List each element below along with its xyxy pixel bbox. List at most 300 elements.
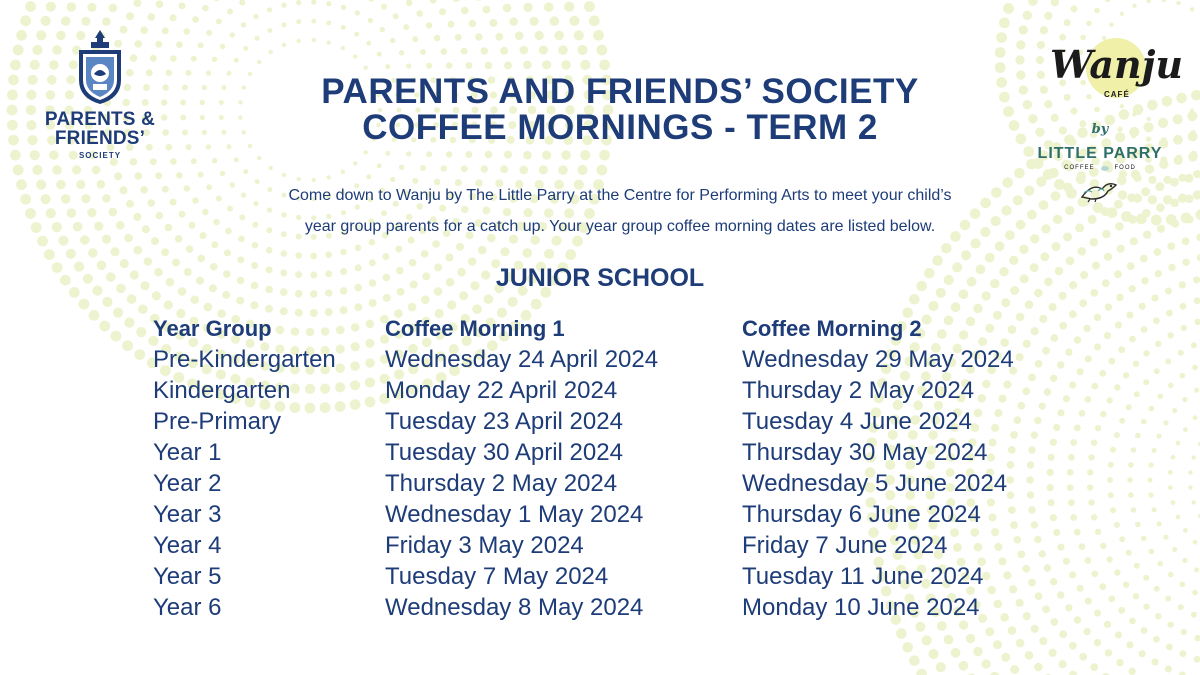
background-dot <box>161 248 169 256</box>
background-dot <box>1114 384 1120 390</box>
background-dot <box>380 27 385 32</box>
schedule-header-row <box>153 313 1042 344</box>
background-dot <box>1192 500 1196 504</box>
background-dot <box>542 60 551 69</box>
background-dot <box>1115 631 1122 638</box>
background-dot <box>120 186 128 194</box>
year-group-cell: Year 1 <box>153 439 222 466</box>
background-dot <box>1108 596 1115 603</box>
background-dot <box>993 640 1002 649</box>
coffee-morning-1-cell: Thursday 2 May 2024 <box>385 470 618 497</box>
background-dot <box>584 1 595 12</box>
background-dot <box>421 250 429 258</box>
background-dot <box>1077 368 1084 375</box>
background-dot <box>902 642 913 653</box>
background-dot <box>999 267 1008 276</box>
background-dot <box>212 57 217 62</box>
background-dot <box>340 287 348 295</box>
background-dot <box>227 8 233 14</box>
background-dot <box>116 284 126 294</box>
background-dot <box>1127 477 1133 483</box>
background-dot <box>990 279 999 288</box>
background-dot <box>1068 499 1075 506</box>
background-dot <box>385 151 390 156</box>
background-dot <box>1070 439 1077 446</box>
background-dot <box>1141 419 1147 425</box>
background-dot <box>243 46 248 51</box>
background-dot <box>1091 383 1098 390</box>
header-year-group: Year Group <box>153 316 272 341</box>
background-dot <box>72 165 81 174</box>
background-dot <box>1069 571 1076 578</box>
background-dot <box>354 284 362 292</box>
background-dot <box>311 253 318 260</box>
background-dot <box>257 60 261 64</box>
background-dot <box>558 45 568 55</box>
background-dot <box>355 264 362 271</box>
background-dot <box>915 622 925 632</box>
background-dot <box>211 241 218 248</box>
background-dot <box>420 165 426 171</box>
background-dot <box>97 261 107 271</box>
background-dot <box>574 30 584 40</box>
background-dot <box>1063 233 1072 242</box>
background-dot <box>1090 663 1098 671</box>
background-dot <box>1079 653 1087 661</box>
background-dot <box>184 28 191 35</box>
background-dot <box>1133 361 1139 367</box>
background-dot <box>542 151 551 160</box>
background-dot <box>426 63 432 69</box>
table-row <box>153 592 1042 623</box>
background-dot <box>253 14 258 19</box>
background-dot <box>399 165 404 170</box>
background-dot <box>213 0 220 1</box>
background-dot <box>1099 583 1106 590</box>
background-dot <box>192 16 199 23</box>
table-row <box>153 561 1042 592</box>
background-dot <box>7 90 18 101</box>
background-dot <box>310 290 318 298</box>
background-dot <box>959 661 969 671</box>
background-dot <box>381 4 387 10</box>
background-dot <box>269 50 273 54</box>
year-group-cell: Pre-Primary <box>153 408 282 435</box>
background-dot <box>25 1 36 12</box>
background-dot <box>1109 23 1113 27</box>
background-dot <box>148 13 156 21</box>
background-dot <box>395 246 402 253</box>
intro-line2: year group parents for a catch up. Your year group coffee morning dates are listed below. <box>304 218 936 235</box>
background-dot <box>507 297 517 307</box>
year-group-cell: Year 6 <box>153 594 222 621</box>
background-dot <box>58 236 68 246</box>
background-dot <box>1057 361 1064 368</box>
table-row <box>153 344 1042 375</box>
background-dot <box>251 262 258 269</box>
background-dot <box>377 52 382 57</box>
background-dot <box>1050 514 1057 521</box>
background-dot <box>92 166 101 175</box>
background-dot <box>406 0 413 6</box>
background-dot <box>190 295 199 304</box>
background-dot <box>1087 484 1093 490</box>
background-dot <box>16 179 27 190</box>
background-dot <box>295 252 302 259</box>
background-dot <box>995 62 1006 73</box>
background-dot <box>951 302 961 312</box>
background-dot <box>1091 514 1097 520</box>
background-dot <box>1162 0 1166 2</box>
background-dot <box>1019 85 1028 94</box>
background-dot <box>341 46 345 50</box>
background-dot <box>1067 469 1074 476</box>
background-dot <box>485 151 493 159</box>
background-dot <box>475 33 483 41</box>
background-dot <box>227 206 233 212</box>
by-label: by <box>1091 122 1109 137</box>
background-dot <box>1100 543 1106 549</box>
background-dot <box>1051 0 1059 6</box>
background-dot <box>1141 277 1148 284</box>
background-dot <box>1044 12 1052 20</box>
background-dot <box>1172 408 1177 413</box>
background-dot <box>1057 409 1064 416</box>
background-dot <box>266 266 273 273</box>
background-dot <box>1044 388 1051 395</box>
background-dot <box>80 235 90 245</box>
background-dot <box>1114 569 1120 575</box>
background-dot <box>1053 529 1060 536</box>
background-dot <box>170 199 177 206</box>
background-dot <box>1105 303 1112 310</box>
background-dot <box>523 61 532 70</box>
coffee-morning-2-cell: Wednesday 5 June 2024 <box>742 470 1008 497</box>
background-dot <box>1191 342 1197 348</box>
background-dot <box>1152 448 1157 453</box>
background-dot <box>1059 292 1067 300</box>
background-dot <box>928 301 938 311</box>
intro-line1: Come down to Wanju by The Little Parry at the Centre for Performing Arts to meet your child’s <box>288 187 952 204</box>
background-dot <box>176 41 183 48</box>
background-dot <box>295 271 302 278</box>
background-dot <box>426 22 433 29</box>
background-dot <box>434 35 441 42</box>
background-dot <box>32 165 42 175</box>
background-dot <box>478 246 487 255</box>
background-dot <box>1129 336 1136 343</box>
background-dot <box>1116 294 1123 301</box>
background-dot <box>1140 255 1148 263</box>
background-dot <box>1193 540 1198 545</box>
background-dot <box>1141 627 1148 634</box>
background-dot <box>134 349 145 360</box>
background-dot <box>184 268 192 276</box>
background-dot <box>1131 507 1137 513</box>
background-dot <box>175 235 183 243</box>
background-dot <box>354 303 362 311</box>
background-dot <box>237 256 244 263</box>
background-dot <box>134 246 143 255</box>
background-dot <box>973 647 982 656</box>
background-dot <box>936 662 946 672</box>
background-dot <box>382 253 389 260</box>
background-dot <box>155 172 162 179</box>
background-dot <box>995 47 1006 58</box>
background-dot <box>8 135 19 146</box>
background-dot <box>1126 312 1133 319</box>
background-dot <box>1094 343 1101 350</box>
background-dot <box>234 58 239 63</box>
background-dot <box>1194 635 1200 641</box>
background-dot <box>1108 462 1114 468</box>
background-dot <box>1091 440 1097 446</box>
background-dot <box>412 36 418 42</box>
background-dot <box>1118 607 1125 614</box>
background-dot <box>1136 214 1147 225</box>
background-dot <box>366 174 371 179</box>
schedule-table <box>153 313 1042 623</box>
background-dot <box>295 290 303 298</box>
background-dot <box>67 208 77 218</box>
background-dot <box>1143 575 1149 581</box>
background-dot <box>266 247 273 254</box>
background-dot <box>544 249 554 259</box>
background-dot <box>1188 485 1192 489</box>
background-dot <box>1151 295 1158 302</box>
background-dot <box>1149 549 1155 555</box>
coffee-morning-1-cell: Tuesday 30 April 2024 <box>385 439 623 466</box>
background-dot <box>1115 321 1122 328</box>
background-dot <box>164 300 173 309</box>
background-dot <box>441 165 448 172</box>
background-dot <box>120 259 129 268</box>
background-dot <box>10 60 21 71</box>
background-dot <box>111 331 122 342</box>
background-dot <box>327 40 331 44</box>
background-dot <box>416 10 423 17</box>
background-dot <box>967 277 977 287</box>
background-dot <box>148 199 156 207</box>
background-dot <box>102 235 111 244</box>
little-parry-wordmark: LITTLE PARRY <box>1037 145 1163 162</box>
background-dot <box>46 2 56 12</box>
background-dot <box>206 144 211 149</box>
background-dot <box>212 158 217 163</box>
background-dot <box>1057 591 1064 598</box>
background-dot <box>99 321 110 332</box>
background-dot <box>1190 151 1197 158</box>
background-dot <box>204 303 213 312</box>
background-dot <box>1121 211 1132 222</box>
background-dot <box>223 270 231 278</box>
background-dot <box>189 222 196 229</box>
background-dot <box>224 249 231 256</box>
background-dot <box>1166 310 1173 317</box>
background-dot <box>74 262 84 272</box>
background-dot <box>192 197 199 204</box>
background-dot <box>1063 395 1070 402</box>
background-dot <box>1143 231 1151 239</box>
background-dot <box>1176 135 1182 141</box>
background-dot <box>1181 325 1187 331</box>
background-dot <box>225 228 232 235</box>
background-dot <box>1163 420 1168 425</box>
background-dot <box>1023 11 1032 20</box>
background-dot <box>1123 372 1129 378</box>
background-dot <box>353 161 357 165</box>
school-logo-line2: FRIENDS’ <box>54 128 146 149</box>
background-dot <box>1134 563 1140 569</box>
year-group-cell: Kindergarten <box>153 377 291 404</box>
background-dot <box>1183 427 1188 432</box>
background-dot <box>368 0 374 2</box>
background-dot <box>558 165 568 175</box>
background-dot <box>341 170 345 174</box>
background-dot <box>116 221 125 230</box>
background-dot <box>133 213 141 221</box>
background-dot <box>230 182 235 187</box>
background-dot <box>8 75 19 86</box>
background-dot <box>577 165 587 175</box>
background-dot <box>455 34 462 41</box>
background-dot <box>1099 370 1106 377</box>
background-dot <box>539 46 548 55</box>
background-dot <box>599 150 610 161</box>
background-dot <box>56 180 66 190</box>
background-dot <box>1085 557 1092 564</box>
background-dot <box>383 294 391 302</box>
background-dot <box>485 62 493 70</box>
background-dot <box>1079 543 1086 550</box>
background-dot <box>1094 639 1101 646</box>
background-dot <box>1059 660 1067 668</box>
background-dot <box>126 200 134 208</box>
background-dot <box>281 22 286 27</box>
table-row <box>153 375 1042 406</box>
background-dot <box>1102 279 1110 287</box>
background-dot <box>37 236 48 247</box>
background-dot <box>1157 434 1162 439</box>
background-dot <box>482 6 490 14</box>
background-dot <box>1165 358 1171 364</box>
background-dot <box>178 287 187 296</box>
background-dot <box>366 41 371 46</box>
background-dot <box>1157 225 1165 233</box>
background-dot <box>206 30 212 36</box>
background-dot <box>41 16 51 26</box>
background-dot <box>1009 256 1018 265</box>
background-dot <box>465 151 472 158</box>
background-dot <box>46 208 56 218</box>
background-dot <box>1149 406 1155 412</box>
background-dot <box>179 211 186 218</box>
background-dot <box>985 253 995 263</box>
background-dot <box>25 208 36 219</box>
background-dot <box>561 60 571 70</box>
coffee-morning-1-cell: Wednesday 24 April 2024 <box>385 346 659 373</box>
background-dot <box>1105 649 1112 656</box>
background-dot <box>1147 477 1152 482</box>
background-dot <box>1154 248 1162 256</box>
background-dot <box>1155 341 1161 347</box>
background-dot <box>448 21 455 28</box>
background-dot <box>597 45 608 56</box>
background-dot <box>179 2 186 9</box>
background-dot <box>109 208 118 217</box>
background-dot <box>1114 522 1120 528</box>
background-dot <box>1066 257 1075 266</box>
leaf-icon <box>1101 166 1109 171</box>
background-dot <box>170 158 177 165</box>
background-dot <box>1158 394 1164 400</box>
year-group-cell: Pre-Kindergarten <box>153 346 336 373</box>
background-dot <box>97 180 106 189</box>
background-dot <box>269 166 273 170</box>
background-dot <box>1085 597 1092 604</box>
background-dot <box>539 165 548 174</box>
background-dot <box>909 294 920 305</box>
background-dot <box>564 2 574 12</box>
background-dot <box>1065 206 1074 215</box>
background-dot <box>354 32 359 37</box>
background-dot <box>140 186 148 194</box>
background-dot <box>1064 19 1071 26</box>
background-dot <box>170 55 177 62</box>
background-dot <box>1172 547 1177 552</box>
background-dot <box>1044 564 1051 571</box>
background-dot <box>1102 230 1111 239</box>
title-line2: COFFEE MORNINGS - TERM 2 <box>362 108 878 147</box>
background-dot <box>109 4 118 13</box>
background-dot <box>1193 190 1200 199</box>
background-dot <box>1168 470 1173 475</box>
background-dot <box>1192 455 1196 459</box>
background-dot <box>461 48 468 55</box>
background-dot <box>1194 319 1200 325</box>
background-dot <box>1191 612 1197 618</box>
background-dot <box>10 150 21 161</box>
background-dot <box>385 64 390 69</box>
background-dot <box>1063 558 1070 565</box>
background-dot <box>89 310 100 321</box>
background-dot <box>1153 317 1160 324</box>
background-dot <box>368 18 373 23</box>
background-dot <box>1107 397 1113 403</box>
background-dot <box>138 304 148 314</box>
background-dot <box>1176 1 1180 5</box>
background-dot <box>1050 618 1058 626</box>
background-dot <box>20 194 31 205</box>
background-dot <box>191 158 197 164</box>
background-dot <box>446 62 453 69</box>
background-dot <box>580 150 590 160</box>
background-dot <box>1165 665 1172 672</box>
background-dot <box>1042 605 1050 613</box>
background-dot <box>1168 572 1174 578</box>
background-dot <box>509 17 518 26</box>
background-dot <box>1107 207 1118 218</box>
background-dot <box>151 237 159 245</box>
background-dot <box>399 50 404 55</box>
background-dot <box>403 24 409 30</box>
school-logo-line1: PARENTS & <box>44 109 156 130</box>
background-dot <box>216 19 222 25</box>
background-dot <box>1048 499 1055 506</box>
background-dot <box>140 281 149 290</box>
background-dot <box>1191 90 1200 101</box>
background-dot <box>1003 3 1014 14</box>
